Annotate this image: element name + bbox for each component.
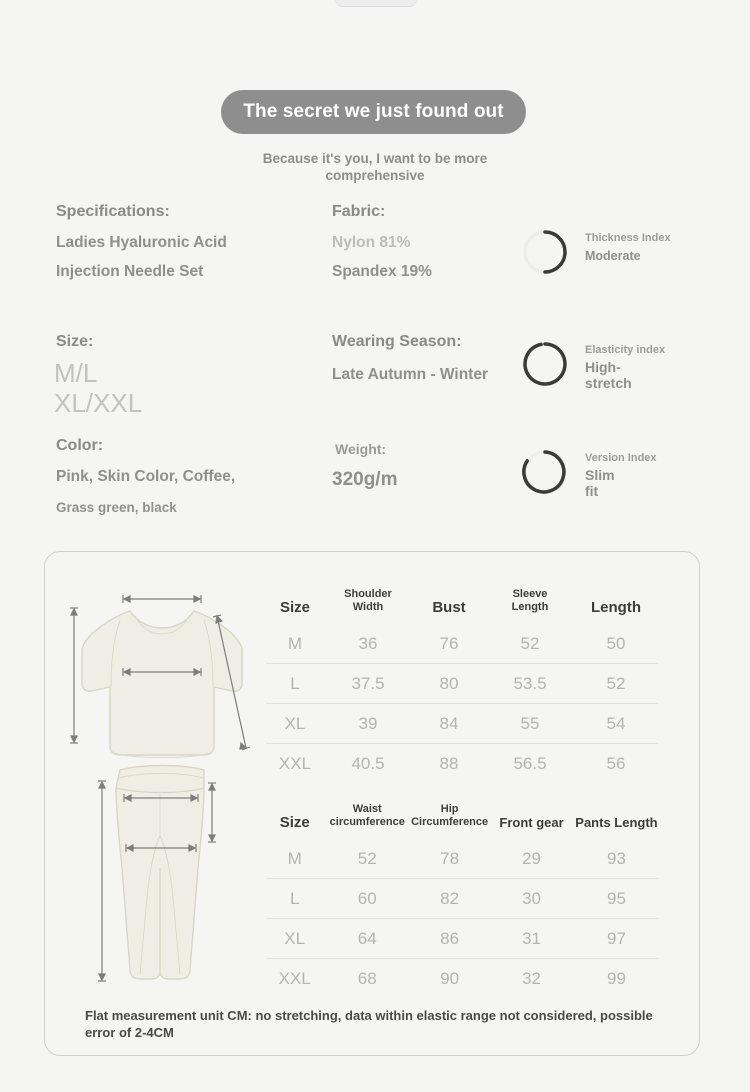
- version-index-value: [585, 467, 615, 499]
- top-table-body: [266, 624, 658, 783]
- color-line-2: Grass green, black: [56, 500, 177, 515]
- cell: 97: [575, 919, 658, 959]
- cell: XXL: [266, 744, 324, 784]
- bottom-header-hip-line2: Circumference: [411, 816, 489, 828]
- thickness-ring-icon: [521, 228, 569, 276]
- version-index-value-line-1: Slim: [585, 467, 615, 483]
- elasticity-index-value: [585, 359, 632, 391]
- version-ring-icon: [521, 448, 569, 496]
- top-garment-illustration: [62, 576, 262, 772]
- specifications-line-1: Ladies Hyaluronic Acid: [56, 234, 227, 251]
- version-index-label: Version Index: [585, 452, 657, 464]
- elasticity-index-row: [521, 340, 721, 391]
- table-row: [266, 959, 658, 999]
- thickness-index-label: Thickness Index: [585, 232, 671, 244]
- thickness-index-row: [521, 228, 721, 276]
- table-row: [266, 919, 658, 959]
- cell: 93: [606, 849, 626, 868]
- top-cutoff-sliver: [335, 0, 417, 7]
- cell: 68: [323, 959, 411, 999]
- top-header-length-line1: Length: [591, 599, 641, 616]
- table-row: [266, 704, 658, 744]
- top-header-shoulder-line2: Width: [352, 601, 384, 613]
- elasticity-ring-icon: [521, 340, 569, 388]
- version-index-row: [521, 448, 721, 499]
- cell: 37.5: [324, 664, 412, 704]
- bottom-header-size: [266, 803, 323, 839]
- cell: XL: [266, 704, 324, 744]
- cell: 99: [575, 959, 658, 999]
- bottom-table-body: [266, 839, 658, 998]
- cell: 88: [412, 744, 486, 784]
- cell: 56: [574, 744, 658, 784]
- top-header-size-line1: Size: [279, 599, 310, 616]
- size-label: Size:: [56, 333, 94, 350]
- size-value-1: M/L: [54, 358, 98, 388]
- cell: L: [266, 879, 323, 919]
- cell: 50: [606, 634, 626, 653]
- bottom-table-header-row: [266, 803, 658, 839]
- top-header-bust-line1: Bust: [432, 599, 466, 616]
- cell: 76: [439, 634, 459, 653]
- top-size-table: [266, 588, 658, 783]
- cell: 54: [574, 704, 658, 744]
- cell: M: [287, 849, 302, 868]
- fabric-label: Fabric:: [332, 203, 386, 220]
- page-subtitle: Because it's you, I want to be more comprehensive: [262, 151, 488, 183]
- season-label: Wearing Season:: [332, 333, 462, 350]
- top-table-header-row: [266, 588, 658, 624]
- bottom-header-waist-line2: circumference: [329, 816, 405, 828]
- cell: 52: [520, 634, 540, 653]
- color-line-1: Pink, Skin Color, Coffee,: [56, 468, 236, 485]
- cell: 29: [522, 849, 541, 868]
- banner-pill: [221, 90, 526, 134]
- cell: 53.5: [486, 664, 574, 704]
- top-header-size: [266, 588, 324, 624]
- bottom-header-front-gear: [488, 803, 575, 839]
- table-row: [266, 624, 658, 664]
- cell: 36: [358, 634, 378, 653]
- weight-label: Weight:: [335, 441, 387, 457]
- bottom-header-hip-line1: Hip: [440, 803, 459, 815]
- top-header-sleeve-line2: Length: [511, 601, 549, 613]
- bottom-header-size-line1: Size: [279, 814, 310, 831]
- cell: 52: [574, 664, 658, 704]
- cell: L: [266, 664, 324, 704]
- thickness-index-value: Moderate: [585, 249, 641, 263]
- table-row: [266, 879, 658, 919]
- table-row: [266, 839, 658, 879]
- fabric-line-1: Nylon 81%: [332, 234, 411, 251]
- bottom-header-hip: [411, 803, 488, 839]
- cell: 60: [323, 879, 411, 919]
- top-header-sleeve-length: [486, 588, 574, 624]
- measurement-disclaimer: Flat measurement unit CM: no stretching, data within elastic range not considered, possible error of 2-4CM: [85, 1008, 653, 1040]
- page-title: The secret we just found out: [243, 101, 504, 122]
- elasticity-index-value-line-2: stretch: [585, 375, 632, 391]
- season-value: Late Autumn - Winter: [332, 366, 488, 383]
- cell: 64: [323, 919, 411, 959]
- cell: 90: [411, 959, 488, 999]
- size-value-2: XL/XXL: [54, 388, 143, 418]
- cell: 56.5: [486, 744, 574, 784]
- cell: 39: [324, 704, 412, 744]
- cell: 86: [411, 919, 488, 959]
- cell: M: [287, 634, 303, 653]
- specifications-line-2: Injection Needle Set: [56, 263, 204, 280]
- elasticity-index-value-line-1: High-: [585, 359, 621, 375]
- cell: 80: [412, 664, 486, 704]
- cell: 30: [488, 879, 575, 919]
- cell: 95: [575, 879, 658, 919]
- fabric-line-2: Spandex 19%: [332, 263, 432, 280]
- top-header-length: [574, 588, 658, 624]
- cell: 52: [357, 849, 377, 868]
- cell: 82: [411, 879, 488, 919]
- bottom-header-pants-length-line1: Pants Length: [575, 815, 658, 830]
- version-index-value-line-2: fit: [585, 483, 599, 499]
- top-header-shoulder-line1: Shoulder: [344, 588, 392, 600]
- top-header-bust: [412, 588, 486, 624]
- specifications-label: Specifications:: [56, 203, 170, 220]
- cell: 31: [488, 919, 575, 959]
- bottom-header-front-gear-line1: Front gear: [499, 815, 564, 830]
- top-header-shoulder-width: [324, 588, 412, 624]
- cell: 32: [488, 959, 575, 999]
- cell: XXL: [266, 959, 323, 999]
- bottom-header-waist-line1: Waist: [352, 803, 382, 815]
- bottom-header-pants-length: [575, 803, 658, 839]
- pants-garment-illustration: [62, 758, 262, 993]
- top-header-sleeve-line1: Sleeve: [512, 588, 548, 600]
- bottom-header-waist: [323, 803, 411, 839]
- bottom-size-table: [266, 803, 658, 998]
- weight-value: 320g/m: [332, 469, 398, 490]
- cell: XL: [266, 919, 323, 959]
- cell: 84: [412, 704, 486, 744]
- color-label: Color:: [56, 437, 104, 454]
- cell: 78: [440, 849, 460, 868]
- cell: 55: [486, 704, 574, 744]
- table-row: [266, 744, 658, 784]
- cell: 40.5: [324, 744, 412, 784]
- elasticity-index-label: Elasticity index: [585, 344, 666, 356]
- table-row: [266, 664, 658, 704]
